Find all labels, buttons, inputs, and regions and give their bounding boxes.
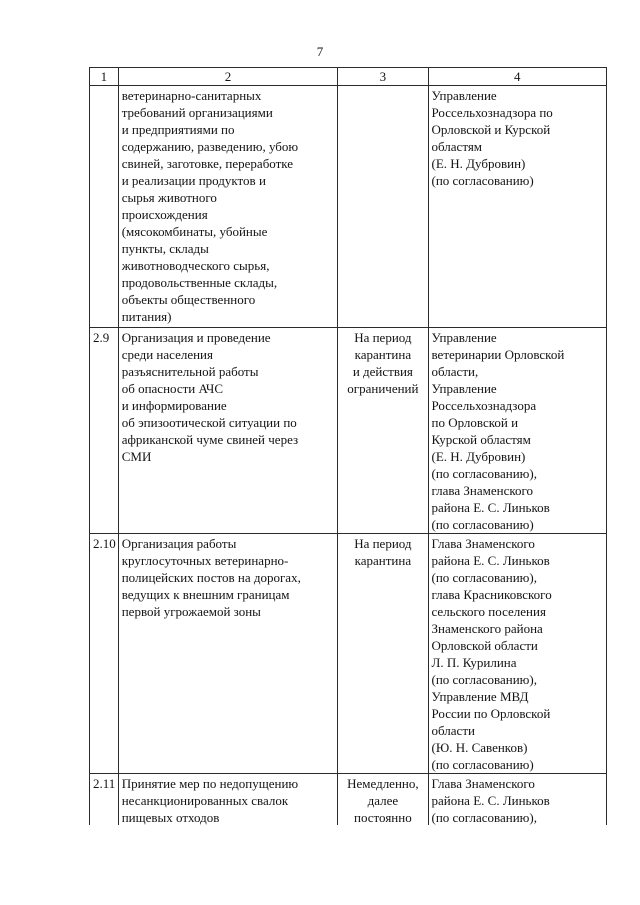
row-number: 2.10 <box>90 534 119 774</box>
row-action: Организация и проведение среди населения разъяснительной работы об опасности АЧС и информирование об эпизоотической ситуации по африканской чуме свиней через СМИ <box>118 328 338 534</box>
column-header: 1 <box>90 68 119 86</box>
row-term: На период карантина <box>338 534 428 774</box>
row-responsible: Глава Знаменского района Е. С. Линьков (по согласованию), глава Красниковского сельского поселения Знаменского района Орловской области Л. П. Курилина (по согласованию), Управление МВД России по Орловской области (Ю. Н. Савенков) (по согласованию) <box>428 534 607 774</box>
row-number <box>90 86 119 328</box>
row-term <box>338 86 428 328</box>
table-row <box>90 774 607 826</box>
column-header: 2 <box>118 68 338 86</box>
row-action: Организация работы круглосуточных ветеринарно- полицейских постов на дорогах, ведущих к внешним границам первой угрожаемой зоны <box>118 534 338 774</box>
column-header: 4 <box>428 68 607 86</box>
row-term: На период карантина и действия ограничений <box>338 328 428 534</box>
row-action: Принятие мер по недопущению несанкционированных свалок пищевых отходов <box>118 774 338 826</box>
table-header-row <box>90 68 607 86</box>
table-row <box>90 534 607 774</box>
table-row <box>90 328 607 534</box>
measures-table <box>89 67 607 825</box>
row-responsible: Глава Знаменского района Е. С. Линьков (по согласованию), <box>428 774 607 826</box>
row-action: ветеринарно-санитарных требований организациями и предприятиями по содержанию, разведению, убою свиней, заготовке, переработке и реализации продуктов и сырья животного происхождения (мясокомбинаты, убойные пункты, склады животноводческого сырья, продовольственные склады, объекты общественного питания) <box>118 86 338 328</box>
row-responsible: Управление ветеринарии Орловской области, Управление Россельхознадзора по Орловской и Курской областям (Е. Н. Дубровин) (по согласованию), глава Знаменского района Е. С. Линьков (по согласованию) <box>428 328 607 534</box>
table-row <box>90 86 607 328</box>
row-term: Немедленно, далее постоянно <box>338 774 428 826</box>
page-number: 7 <box>316 44 324 59</box>
row-responsible: Управление Россельхознадзора по Орловской и Курской областям (Е. Н. Дубровин) (по согласованию) <box>428 86 607 328</box>
column-header: 3 <box>338 68 428 86</box>
row-number: 2.11 <box>90 774 119 826</box>
row-number: 2.9 <box>90 328 119 534</box>
